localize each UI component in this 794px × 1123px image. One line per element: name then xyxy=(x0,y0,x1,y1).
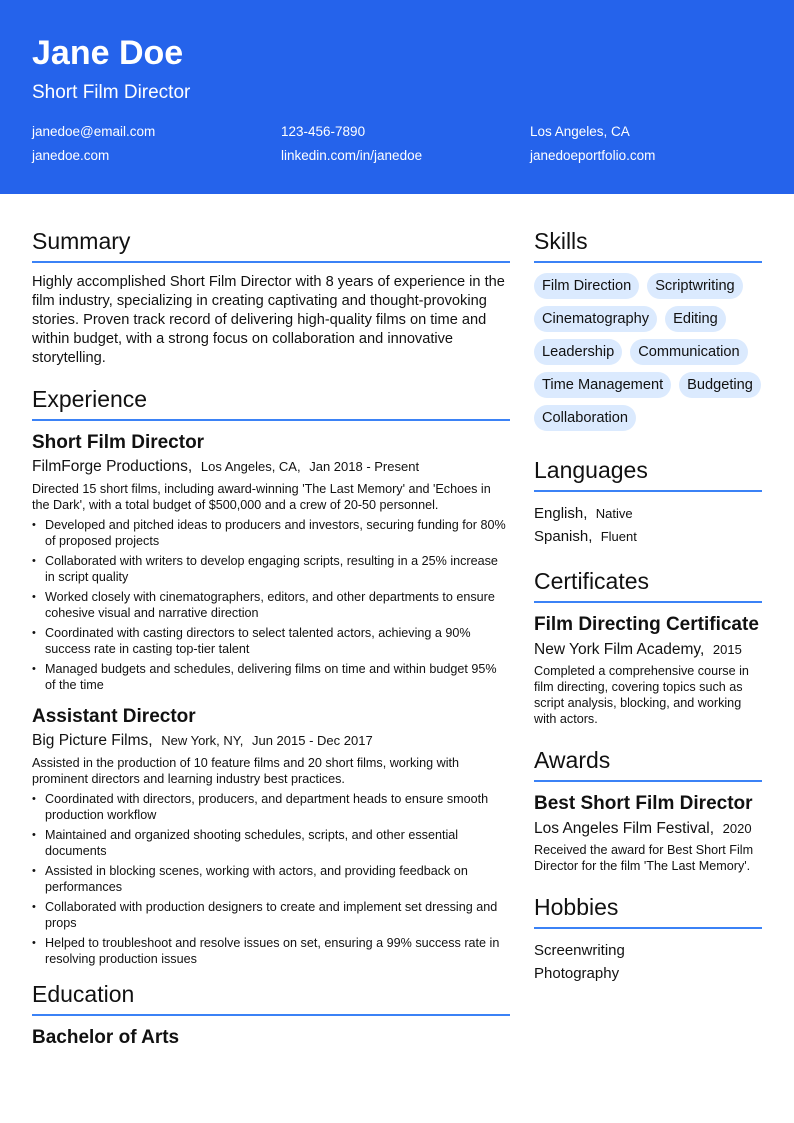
job-description: Assisted in the production of 10 feature films and 20 short films, working with prominent directors and learning industry best practices. xyxy=(32,756,459,786)
contact-portfolio[interactable]: janedoeportfolio.com xyxy=(530,148,656,163)
skill-chip: Leadership xyxy=(534,339,622,365)
hobby-item: Photography xyxy=(534,965,620,982)
candidate-title: Short Film Director xyxy=(32,82,191,103)
left-column xyxy=(32,226,510,1050)
award-description: Received the award for Best Short Film Director for the film 'The Last Memory'. xyxy=(534,843,754,873)
list-item: • Worked closely with cinematographers, editors, and other departments to ensure cohesive visual and narrative direction xyxy=(32,589,510,621)
list-item: • Collaborated with writers to develop engaging scripts, resulting in a 25% increase in script quality xyxy=(32,553,510,585)
section-divider xyxy=(32,261,510,263)
section-divider xyxy=(32,419,510,421)
certificates-heading: Certificates xyxy=(534,568,650,594)
skill-chip: Budgeting xyxy=(679,372,761,398)
job-dates: Jun 2015 - Dec 2017 xyxy=(251,733,373,748)
section-divider xyxy=(534,261,762,263)
list-item: • Collaborated with production designers to create and implement set dressing and props xyxy=(32,899,510,931)
language-level: Fluent xyxy=(600,529,637,544)
award-year: 2020 xyxy=(722,821,752,836)
contact-linkedin[interactable]: linkedin.com/in/janedoe xyxy=(281,148,423,163)
languages-list xyxy=(534,502,762,548)
job-entry xyxy=(32,705,510,967)
contact-phone[interactable]: 123-456-7890 xyxy=(281,124,366,139)
skill-chip: Time Management xyxy=(534,372,671,398)
contact-website[interactable]: janedoe.com xyxy=(32,148,110,163)
job-company: FilmForge Productions, xyxy=(32,458,193,475)
job-title: Assistant Director xyxy=(32,706,196,727)
list-item: • Managed budgets and schedules, delivering films on time and within budget 95% of the time xyxy=(32,661,510,693)
list-item: • Helped to troubleshoot and resolve issues on set, ensuring a 99% success rate in resolving production issues xyxy=(32,935,510,967)
certificate-org: New York Film Academy, xyxy=(534,641,705,658)
experience-heading: Experience xyxy=(32,386,148,412)
hobbies-heading: Hobbies xyxy=(534,894,619,920)
contact-location: Los Angeles, CA xyxy=(530,124,630,139)
certificate-meta xyxy=(534,640,762,660)
summary-text: Highly accomplished Short Film Director with 8 years of experience in the film industry, specializing in creating captivating and thought-provoking stories. Proven track record of delivering high-quality films on time and within budget, with a strong focus on collaboration and innovative storytelling. xyxy=(32,274,505,366)
award-meta xyxy=(534,819,762,839)
job-description: Directed 15 short films, including award-winning 'The Last Memory' and 'Echoes in the Dark', with a total budget of $500,000 and a crew of 20-50 personnel. xyxy=(32,482,491,512)
resume-header xyxy=(0,0,794,194)
list-item: • Maintained and organized shooting schedules, scripts, and other essential documents xyxy=(32,827,510,859)
language-item xyxy=(534,502,762,525)
section-divider xyxy=(32,1014,510,1016)
job-dates: Jan 2018 - Present xyxy=(309,459,420,474)
skills-list xyxy=(534,273,762,431)
list-item: • Coordinated with casting directors to select talented actors, achieving a 90% success rate in casting top-tier talent xyxy=(32,625,510,657)
language-level: Native xyxy=(595,506,633,521)
section-divider xyxy=(534,601,762,603)
job-meta xyxy=(32,457,510,477)
certificate-title: Film Directing Certificate xyxy=(534,614,759,635)
certificate-year: 2015 xyxy=(712,642,742,657)
skill-chip: Communication xyxy=(630,339,747,365)
language-name: Spanish, xyxy=(534,528,593,545)
skills-heading: Skills xyxy=(534,228,588,254)
summary-heading: Summary xyxy=(32,228,131,254)
hobby-item: Screenwriting xyxy=(534,942,625,959)
job-entry xyxy=(32,431,510,693)
skill-chip: Collaboration xyxy=(534,405,636,431)
contact-grid xyxy=(32,124,762,164)
skill-chip: Cinematography xyxy=(534,306,657,332)
award-org: Los Angeles Film Festival, xyxy=(534,820,715,837)
job-location: New York, NY, xyxy=(161,733,244,748)
award-title: Best Short Film Director xyxy=(534,793,753,814)
resume-body xyxy=(0,226,794,1050)
education-degree: Bachelor of Arts xyxy=(32,1027,180,1048)
job-bullets xyxy=(32,517,510,693)
candidate-name: Jane Doe xyxy=(32,34,184,72)
awards-heading: Awards xyxy=(534,747,611,773)
language-name: English, xyxy=(534,505,588,522)
job-meta xyxy=(32,731,510,751)
education-heading: Education xyxy=(32,981,135,1007)
job-location: Los Angeles, CA, xyxy=(200,459,301,474)
list-item: • Developed and pitched ideas to producers and investors, securing funding for 80% of proposed projects xyxy=(32,517,510,549)
job-bullets xyxy=(32,791,510,967)
section-divider xyxy=(534,927,762,929)
skill-chip: Film Direction xyxy=(534,273,639,299)
section-divider xyxy=(534,490,762,492)
skill-chip: Editing xyxy=(665,306,726,332)
right-column xyxy=(534,226,762,1050)
skill-chip: Scriptwriting xyxy=(647,273,742,299)
languages-heading: Languages xyxy=(534,457,648,483)
list-item: • Coordinated with directors, producers, and department heads to ensure smooth production workflow xyxy=(32,791,510,823)
contact-email[interactable]: janedoe@email.com xyxy=(32,124,156,139)
certificate-description: Completed a comprehensive course in film directing, covering topics such as script analysis, blocking, and working with actors. xyxy=(534,664,749,726)
job-company: Big Picture Films, xyxy=(32,732,153,749)
language-item xyxy=(534,525,762,548)
list-item: • Assisted in blocking scenes, working with actors, and providing feedback on performances xyxy=(32,863,510,895)
job-title: Short Film Director xyxy=(32,432,205,453)
section-divider xyxy=(534,780,762,782)
